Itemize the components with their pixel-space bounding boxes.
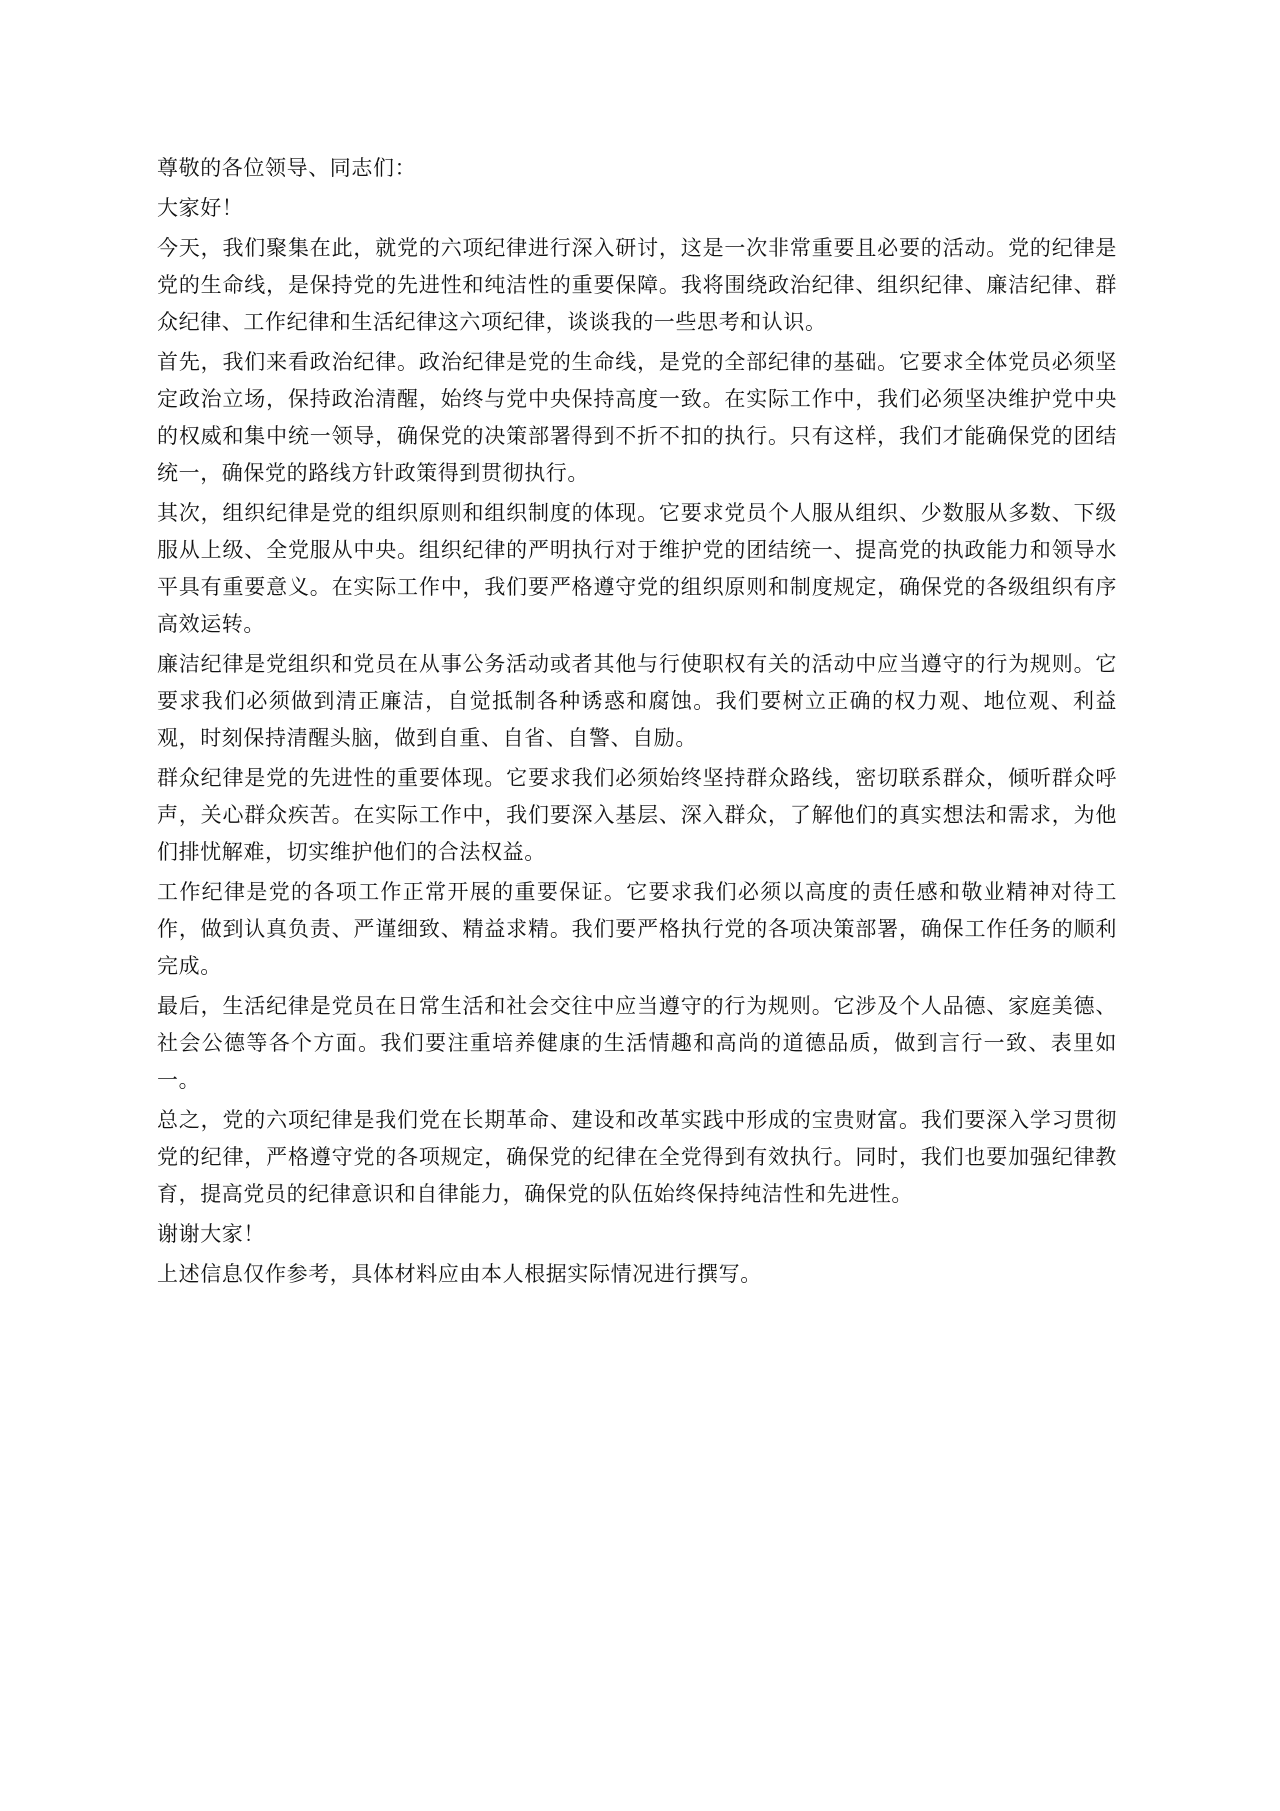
paragraph-intro: 今天，我们聚集在此，就党的六项纪律进行深入研讨，这是一次非常重要且必要的活动。党的纪律是党的生命线，是保持党的先进性和纯洁性的重要保障。我将围绕政治纪律、组织纪律、廉洁纪律、群众纪律、工作纪律和生活纪律这六项纪律，谈谈我的一些思考和认识。 <box>157 236 1117 334</box>
greeting: 大家好！ <box>157 196 244 220</box>
salutation: 尊敬的各位领导、同志们： <box>157 156 417 180</box>
paragraph-political-discipline: 首先，我们来看政治纪律。政治纪律是党的生命线，是党的全部纪律的基础。它要求全体党员必须坚定政治立场，保持政治清醒，始终与党中央保持高度一致。在实际工作中，我们必须坚决维护党中央的权威和集中统一领导，确保党的决策部署得到不折不扣的执行。只有这样，我们才能确保党的团结统一，确保党的路线方针政策得到贯彻执行。 <box>157 350 1117 485</box>
paragraph-organizational-discipline: 其次，组织纪律是党的组织原则和组织制度的体现。它要求党员个人服从组织、少数服从多数、下级服从上级、全党服从中央。组织纪律的严明执行对于维护党的团结统一、提高党的执政能力和领导水平具有重要意义。在实际工作中，我们要严格遵守党的组织原则和制度规定，确保党的各级组织有序高效运转。 <box>157 501 1117 636</box>
paragraph-work-discipline: 工作纪律是党的各项工作正常开展的重要保证。它要求我们必须以高度的责任感和敬业精神对待工作，做到认真负责、严谨细致、精益求精。我们要严格执行党的各项决策部署，确保工作任务的顺利完成。 <box>157 880 1117 978</box>
document-page <box>157 150 1117 1296</box>
paragraph-mass-discipline: 群众纪律是党的先进性的重要体现。它要求我们必须始终坚持群众路线，密切联系群众，倾听群众呼声，关心群众疾苦。在实际工作中，我们要深入基层、深入群众，了解他们的真实想法和需求，为他们排忧解难，切实维护他们的合法权益。 <box>157 766 1117 864</box>
closing: 谢谢大家！ <box>157 1222 265 1246</box>
paragraph-integrity-discipline: 廉洁纪律是党组织和党员在从事公务活动或者其他与行使职权有关的活动中应当遵守的行为规则。它要求我们必须做到清正廉洁，自觉抵制各种诱惑和腐蚀。我们要树立正确的权力观、地位观、利益观，时刻保持清醒头脑，做到自重、自省、自警、自励。 <box>157 652 1117 750</box>
paragraph-life-discipline: 最后，生活纪律是党员在日常生活和社会交往中应当遵守的行为规则。它涉及个人品德、家庭美德、社会公德等各个方面。我们要注重培养健康的生活情趣和高尚的道德品质，做到言行一致、表里如一。 <box>157 994 1117 1092</box>
disclaimer: 上述信息仅作参考，具体材料应由本人根据实际情况进行撰写。 <box>157 1262 762 1286</box>
paragraph-conclusion: 总之，党的六项纪律是我们党在长期革命、建设和改革实践中形成的宝贵财富。我们要深入学习贯彻党的纪律，严格遵守党的各项规定，确保党的纪律在全党得到有效执行。同时，我们也要加强纪律教育，提高党员的纪律意识和自律能力，确保党的队伍始终保持纯洁性和先进性。 <box>157 1108 1117 1206</box>
